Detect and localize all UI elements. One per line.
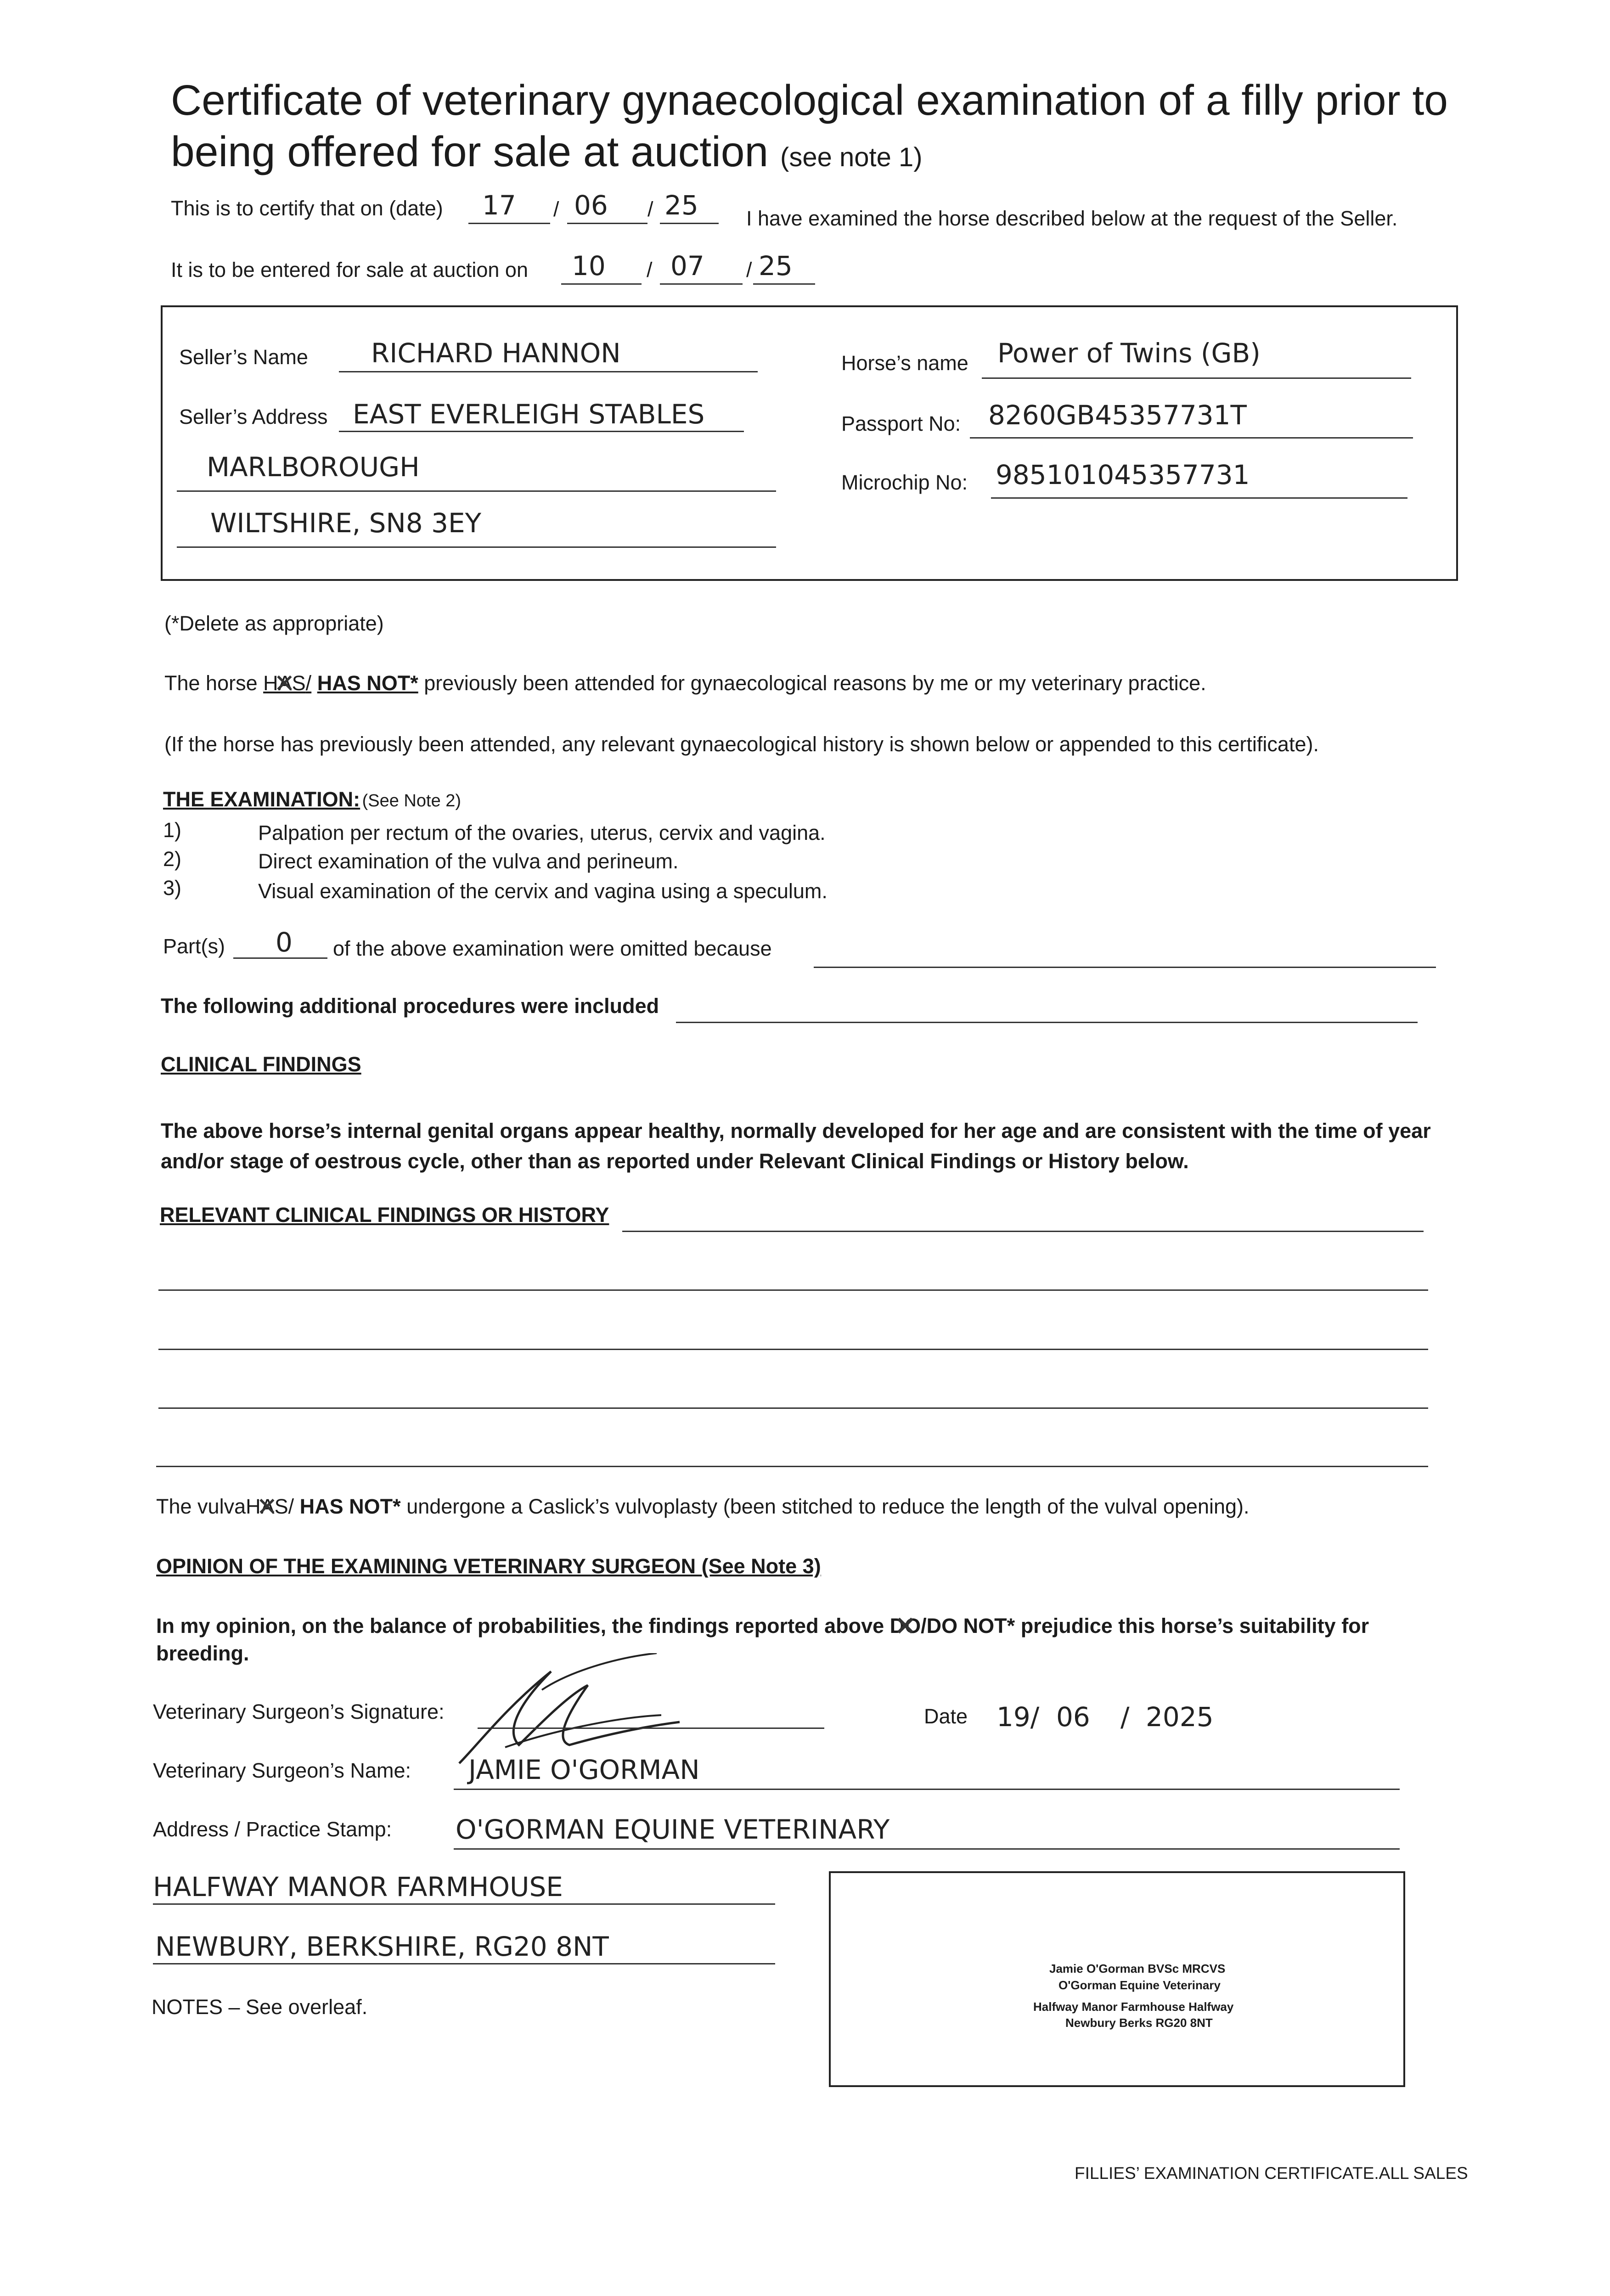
- seller-horse-box: [161, 305, 1458, 581]
- title-main: being offered for sale at auction: [171, 128, 769, 175]
- opinion-suffix: prejudice this horse’s suitability for: [1020, 1614, 1369, 1638]
- stamp-line-4: Newbury Berks RG20 8NT: [1065, 2016, 1213, 2030]
- vet-date-label: Date: [924, 1705, 968, 1728]
- vet-address-line-1: O'GORMAN EQUINE VETERINARY: [456, 1814, 890, 1845]
- passport-label: Passport No:: [841, 412, 961, 435]
- vulva-prefix: The vulva: [156, 1495, 246, 1518]
- horse-name-label: Horse’s name: [841, 351, 968, 375]
- attended-suffix: previously been attended for gynaecological reasons by me or my veterinary practice.: [424, 671, 1206, 695]
- examination-heading: THE EXAMINATION:: [163, 788, 360, 811]
- exam-item-2-text: Direct examination of the vulva and perineum.: [258, 850, 679, 873]
- seller-address-label: Seller’s Address: [179, 405, 328, 428]
- clinical-text-line-2: and/or stage of oestrous cycle, other than as reported under Relevant Clinical Findings or History below.: [161, 1149, 1189, 1173]
- relevant-heading: RELEVANT CLINICAL FINDINGS OR HISTORY: [160, 1203, 609, 1227]
- certify-prefix: This is to certify that on (date): [171, 197, 443, 220]
- stamp-line-2: O'Gorman Equine Veterinary: [1058, 1978, 1221, 1992]
- vulva-suffix: undergone a Caslick’s vulvoplasty (been stitched to reduce the length of the vulval opening).: [406, 1495, 1250, 1518]
- signature-label: Veterinary Surgeon’s Signature:: [153, 1700, 445, 1723]
- exam-item-3-num: 3): [163, 876, 182, 900]
- vulva-slash: /: [288, 1495, 294, 1518]
- parts-suffix: of the above examination were omitted because: [333, 937, 772, 960]
- clinical-text-line-1: The above horse’s internal genital organs appear healthy, normally developed for her age and are consistent with the time of year: [161, 1119, 1431, 1142]
- attended-slash: /: [305, 671, 312, 695]
- auction-year: 25: [759, 250, 793, 281]
- vet-name-label: Veterinary Surgeon’s Name:: [153, 1759, 411, 1782]
- title-line-2: [171, 127, 923, 176]
- attended-prefix: The horse: [164, 671, 258, 695]
- certify-day: 17: [482, 190, 516, 221]
- auction-sep-1: /: [647, 258, 653, 281]
- auction-sep-2: /: [746, 258, 752, 281]
- opinion-line-2: breeding.: [156, 1642, 249, 1665]
- opinion-struck: DO ✕: [890, 1614, 921, 1638]
- vulva-line: [156, 1495, 1250, 1519]
- certify-sep-2: /: [647, 197, 653, 221]
- vet-date-day: 19/: [996, 1701, 1040, 1733]
- seller-name-value: RICHARD HANNON: [371, 338, 621, 369]
- examination-heading-line: [163, 788, 461, 811]
- attended-kept: HAS NOT*: [317, 671, 418, 695]
- auction-day: 10: [572, 250, 606, 281]
- auction-month: 07: [670, 250, 704, 281]
- certify-suffix: I have examined the horse described below at the request of the Seller.: [746, 207, 1398, 230]
- title-note: (see note 1): [780, 142, 923, 172]
- parts-value: 0: [276, 927, 293, 958]
- vet-name-value: JAMIE O'GORMAN: [468, 1754, 700, 1785]
- exam-item-2-num: 2): [163, 847, 182, 871]
- stamp-line-1: Jamie O'Gorman BVSc MRCVS: [1049, 1962, 1226, 1975]
- exam-item-1-text: Palpation per rectum of the ovaries, uterus, cervix and vagina.: [258, 821, 826, 844]
- vet-date-year: 2025: [1146, 1701, 1214, 1733]
- opinion-heading: OPINION OF THE EXAMINING VETERINARY SURGEON (See Note 3): [156, 1554, 821, 1578]
- notes-label: NOTES – See overleaf.: [152, 1995, 368, 2019]
- footer-label: FILLIES’ EXAMINATION CERTIFICATE.ALL SALES: [1075, 2164, 1468, 2183]
- seller-address-line-2: MARLBOROUGH: [207, 451, 420, 483]
- seller-address-line-1: EAST EVERLEIGH STABLES: [353, 399, 705, 430]
- microchip-value: 985101045357731: [996, 459, 1250, 490]
- attended-struck: HAS ✕: [263, 671, 306, 695]
- exam-item-3-text: Visual examination of the cervix and vagina using a speculum.: [258, 879, 828, 903]
- stamp-line-3: Halfway Manor Farmhouse Halfway: [1033, 2000, 1234, 2014]
- certify-sep-1: /: [553, 197, 559, 221]
- seller-name-label: Seller’s Name: [179, 345, 308, 369]
- opinion-line-1: [156, 1614, 1369, 1638]
- clinical-heading: CLINICAL FINDINGS: [161, 1052, 361, 1076]
- certify-year: 25: [664, 190, 698, 221]
- vet-address-line-3: NEWBURY, BERKSHIRE, RG20 8NT: [155, 1931, 609, 1962]
- microchip-label: Microchip No:: [841, 471, 968, 494]
- vulva-struck: HAS ✕: [246, 1495, 288, 1519]
- vet-date-sep: /: [1120, 1701, 1130, 1733]
- vet-date-month: 06: [1056, 1701, 1090, 1733]
- delete-note: (*Delete as appropriate): [164, 612, 384, 635]
- vulva-kept: HAS NOT*: [299, 1495, 401, 1518]
- attended-line: [164, 671, 1206, 695]
- examination-note: (See Note 2): [362, 791, 462, 810]
- additional-procedures: The following additional procedures were included: [161, 994, 659, 1018]
- vet-address-label: Address / Practice Stamp:: [153, 1818, 392, 1841]
- opinion-prefix: In my opinion, on the balance of probabilities, the findings reported above: [156, 1614, 884, 1638]
- auction-prefix: It is to be entered for sale at auction on: [171, 258, 528, 281]
- history-note: (If the horse has previously been attended, any relevant gynaecological history is shown below or appended to this certificate).: [164, 732, 1319, 756]
- title-line-1: Certificate of veterinary gynaecological examination of a filly prior to: [171, 76, 1448, 124]
- exam-item-1-num: 1): [163, 818, 182, 842]
- parts-prefix: Part(s): [163, 934, 225, 958]
- vet-address-line-2: HALFWAY MANOR FARMHOUSE: [153, 1871, 563, 1902]
- passport-value: 8260GB45357731T: [988, 400, 1247, 431]
- certify-month: 06: [574, 190, 608, 221]
- opinion-kept: /DO NOT*: [921, 1614, 1015, 1638]
- horse-name-value: Power of Twins (GB): [997, 338, 1261, 369]
- seller-address-line-3: WILTSHIRE, SN8 3EY: [210, 507, 482, 539]
